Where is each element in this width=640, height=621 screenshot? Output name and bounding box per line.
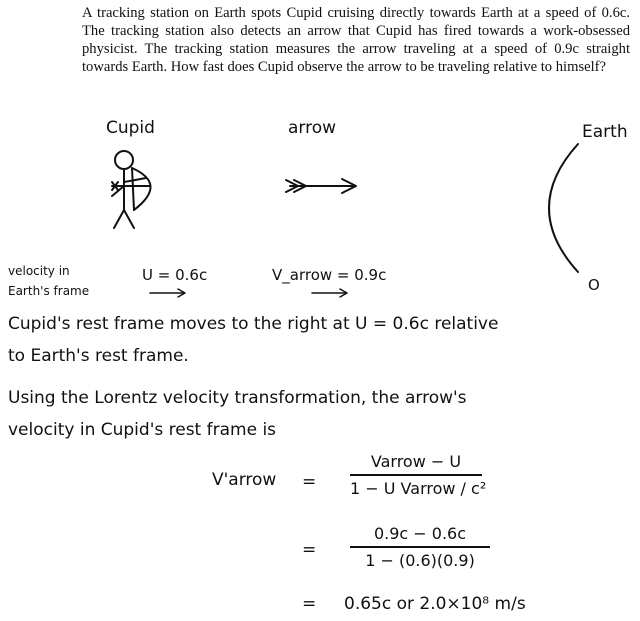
- arrow-label: arrow: [288, 118, 337, 138]
- equals-sign-3: =: [302, 594, 317, 614]
- fraction-2-bar: [350, 546, 490, 548]
- fraction-1-numerator: Varrow − U: [370, 452, 462, 471]
- equals-sign-1: =: [302, 472, 317, 492]
- fraction-1: [350, 452, 487, 498]
- fraction-1-bar: [350, 474, 482, 476]
- problem-statement: A tracking station on Earth spots Cupid cruising directly towards Earth at a speed of 0.6c. The tracking station also detects an arrow that Cupid has fired towards a work-obsessed physicist. The tracking station measures the arrow traveling at a speed of 0.9c straight towards Earth. How fast does Cupid observe the arrow to be traveling relative to himself?: [82, 5, 630, 75]
- solution-line-4: velocity in Cupid's rest frame is: [8, 420, 277, 440]
- lhs-v-prime-arrow: V'arrow: [212, 470, 277, 490]
- equals-sign-2: =: [302, 540, 317, 560]
- cupid-velocity-label: U = 0.6c: [142, 266, 208, 284]
- earth-label: Earth: [582, 122, 628, 142]
- solution-line-3: Using the Lorentz velocity transformation, the arrow's: [8, 388, 467, 408]
- fraction-2: [350, 524, 490, 570]
- fraction-2-denominator: 1 − (0.6)(0.9): [365, 551, 475, 570]
- arrow-velocity-label: V_arrow = 0.9c: [272, 266, 387, 284]
- earth-observer-label: O: [588, 276, 600, 294]
- velocity-arrows: [150, 289, 347, 297]
- solution-line-2: to Earth's rest frame.: [8, 346, 189, 366]
- frame-label-line2: Earth's frame: [8, 284, 90, 298]
- arrow-drawing: [286, 179, 356, 193]
- cupid-figure: [112, 151, 151, 228]
- solution-line-1: Cupid's rest frame moves to the right at U = 0.6c relative: [8, 314, 499, 334]
- earth-surface-curve: [549, 144, 578, 272]
- fraction-1-denominator: 1 − U Varrow / c²: [350, 479, 487, 498]
- final-result: 0.65c or 2.0×10⁸ m/s: [344, 594, 526, 614]
- fraction-2-numerator: 0.9c − 0.6c: [373, 524, 467, 543]
- frame-label-line1: velocity in: [8, 264, 70, 278]
- cupid-label: Cupid: [106, 118, 155, 138]
